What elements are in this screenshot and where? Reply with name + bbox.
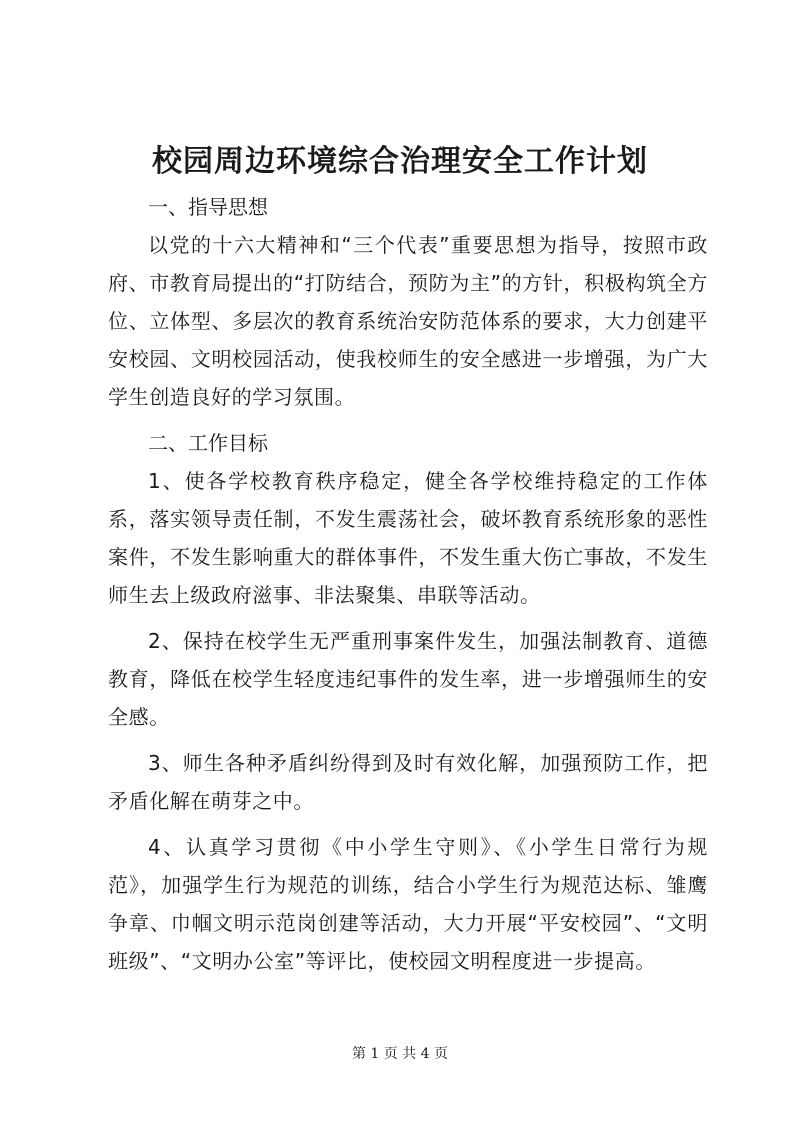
paragraph-goal-1: 1、使各学校教育秩序稳定，健全各学校维持稳定的工作体系，落实领导责任制，不发生震荡社会，破坏教育系统形象的恶性案件，不发生影响重大的群体事件，不发生重大伤亡事故，不发生师生去上级政府滋事、非法聚集、串联等活动。: [108, 469, 708, 607]
section-heading-work-goals: 二、工作目标: [148, 431, 268, 455]
document-body: [108, 188, 708, 988]
page-number-footer: 第 1 页 共 4 页: [351, 1046, 449, 1062]
document-title: 校园周边环境综合治理安全工作计划: [152, 144, 648, 179]
paragraph-guiding-ideology: 以党的十六大精神和“三个代表”重要思想为指导，按照市政府、市教育局提出的“打防结合，预防为主”的方针，积极构筑全方位、立体型、多层次的教育系统治安防范体系的要求，大力创建平安校园、文明校园活动，使我校师生的安全感进一步增强，为广大学生创造良好的学习氛围。: [108, 233, 708, 409]
paragraph-goal-2: 2、保持在校学生无严重刑事案件发生，加强法制教育、道德教育，降低在校学生轻度违纪事件的发生率，进一步增强师生的安全感。: [108, 629, 708, 729]
section-heading-guiding-ideology: 一、指导思想: [148, 195, 268, 219]
paragraph-goal-4: 4、认真学习贯彻《中小学生守则》、《小学生日常行为规范》，加强学生行为规范的训练，结合小学生行为规范达标、雏鹰争章、巾帼文明示范岗创建等活动，大力开展“平安校园”、“文明班级”、“文明办公室”等评比，使校园文明程度进一步提高。: [108, 835, 708, 973]
paragraph-goal-3: 3、师生各种矛盾纠纷得到及时有效化解，加强预防工作，把矛盾化解在萌芽之中。: [108, 751, 708, 813]
